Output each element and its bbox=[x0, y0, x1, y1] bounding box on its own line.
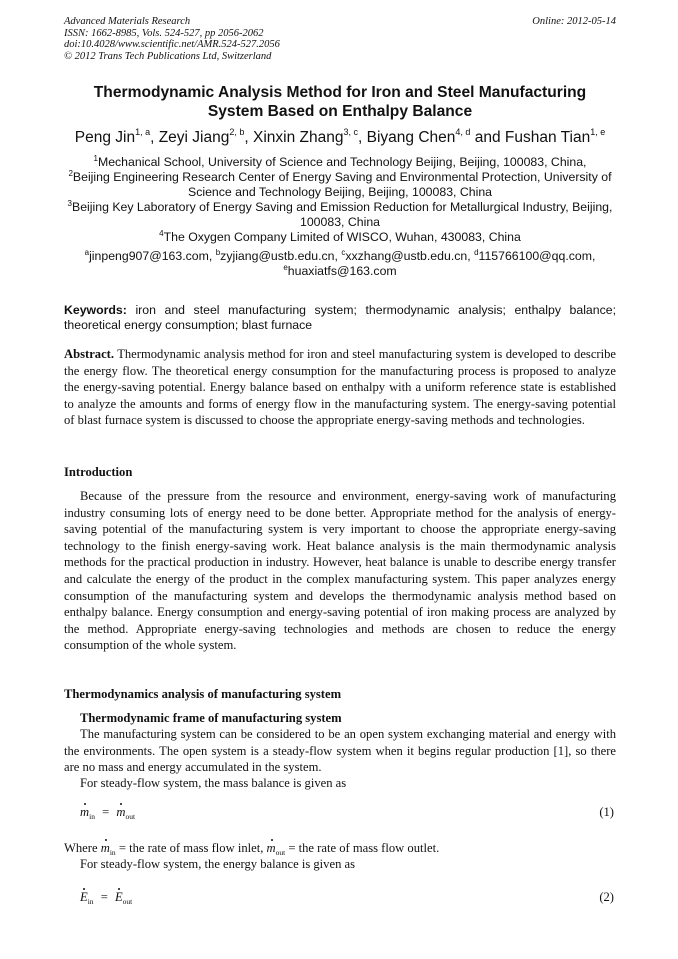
affiliation: $^2$Beijing Engineering Research Center of Energy Saving and Environmental Protection, University of Science and Technology Beijing, Beijing, 100083, China bbox=[68, 169, 612, 199]
section-heading: Thermodynamics analysis of manufacturing system bbox=[64, 687, 342, 701]
energy-balance-intro: For steady-flow system, the energy balance is given as bbox=[80, 857, 356, 871]
mass-balance-intro: For steady-flow system, the mass balance is given as bbox=[80, 776, 347, 790]
affiliation: $^4$The Oxygen Company Limited of WISCO, Wuhan, 430083, China bbox=[159, 229, 521, 244]
author: Fushan Tian$^{1, e}$ bbox=[504, 127, 606, 146]
paper-title bbox=[64, 83, 616, 121]
email-link[interactable]: jinpeng907@163.com, bbox=[89, 249, 216, 263]
author-list bbox=[50, 128, 630, 148]
subsection-heading: Thermodynamic frame of manufacturing system bbox=[80, 711, 342, 725]
equation-2-number: (2) bbox=[599, 890, 614, 904]
email-link[interactable]: huaxiatfs@163.com bbox=[287, 264, 397, 278]
equation-2: $E_{in} = E_{out}$ bbox=[80, 890, 133, 906]
affiliations bbox=[60, 155, 620, 279]
equation-1-number: (1) bbox=[599, 805, 614, 819]
abstract-text: Thermodynamic analysis method for iron and steel manufacturing system is developed to describe the energy flow. The theoretical energy consumption for the manufacturing process is proposed to analyze the energy-saving potential. Energy balance based on enthalpy with a uniform reference state is established to analyze the amounts and forms of energy flow in the manufacturing system. The energy-saving potential of blast furnace system is discussed to choose the appropriate energy-saving methods and technologies. bbox=[64, 347, 617, 428]
keywords-label: Keywords: bbox=[64, 303, 127, 317]
author-emails: $^a$jinpeng907@163.com, $^b$zyjiang@ustb.edu.cn, $^c$xxzhang@ustb.edu.cn, $^d$115766100@qq.com, $^e$huaxiatfs@163.com bbox=[84, 248, 596, 278]
introduction-heading: Introduction bbox=[64, 465, 133, 479]
journal-name: Advanced Materials Research bbox=[64, 16, 191, 27]
author: Peng Jin$^{1, a}$, bbox=[74, 127, 159, 146]
keywords bbox=[64, 303, 616, 333]
frame-text: The manufacturing system can be considered to be an open system exchanging material and energy with the environments. The open system is a steady-flow system when it begins regular production [1], so there are no mass and energy accumulated in the system. bbox=[64, 727, 616, 775]
keywords-text: iron and steel manufacturing system; thermodynamic analysis; enthalpy balance; theoretical energy consumption; blast furnace bbox=[64, 303, 617, 332]
email-link[interactable]: xxzhang@ustb.edu.cn, bbox=[345, 249, 475, 263]
equation-1-definitions: Where $m_{in}$ = the rate of mass flow inlet, $m_{out}$ = the rate of mass flow outlet. bbox=[64, 841, 440, 857]
author: Biyang Chen$^{4, d}$ and bbox=[366, 127, 505, 146]
introduction-text: Because of the pressure from the resource and environment, energy-saving work of manufacturing industry consuming lots of energy need to be done better. Appropriate method for the analysis of energy-saving potential of the manufacturing system is very important to choose the appropriate energy-saving technology to the finish energy-saving work. Heat balance analysis is the main thermodynamic analysis methods for the practical production in industry. However, heat balance is unable to describe energy transfer and calculate the energy of the product in the complex manufacturing system. This paper analyzes energy consumption of the manufacturing system and develops the thermodynamic analysis method based on enthalpy balance. Energy consumption and energy-saving potential of iron making process are analyzed by the method. Appropriate energy-saving technologies and methods are chosen to reduce the energy consumption of the whole system. bbox=[64, 489, 616, 653]
affiliation: $^3$Beijing Key Laboratory of Energy Saving and Emission Reduction for Metallurgical Industry, Beijing, 100083, China bbox=[67, 199, 613, 229]
equation-1: $m_{in} = m_{out}$ bbox=[80, 805, 136, 821]
title-line-2: System Based on Enthalpy Balance bbox=[207, 103, 473, 120]
title-line-1: Thermodynamic Analysis Method for Iron and Steel Manufacturing bbox=[93, 84, 587, 101]
author: Zeyi Jiang$^{2, b}$, bbox=[158, 127, 254, 146]
issn-line: ISSN: 1662-8985, Vols. 524-527, pp 2056-2062 bbox=[64, 27, 264, 39]
abstract-label: Abstract. bbox=[64, 347, 115, 361]
email-link[interactable]: 115766100@qq.com, bbox=[478, 249, 596, 263]
doi-line: doi:10.4028/www.scientific.net/AMR.524-527.2056 bbox=[64, 39, 280, 51]
abstract bbox=[64, 346, 616, 429]
author: Xinxin Zhang$^{3, c}$, bbox=[253, 127, 367, 146]
journal-header bbox=[64, 16, 616, 62]
copyright-line: © 2012 Trans Tech Publications Ltd, Switzerland bbox=[64, 50, 272, 62]
online-date: Online: 2012-05-14 bbox=[532, 16, 616, 27]
email-link[interactable]: zyjiang@ustb.edu.cn, bbox=[220, 249, 342, 263]
affiliation: $^1$Mechanical School, University of Science and Technology Beijing, Beijing, 100083, China, bbox=[93, 154, 587, 169]
